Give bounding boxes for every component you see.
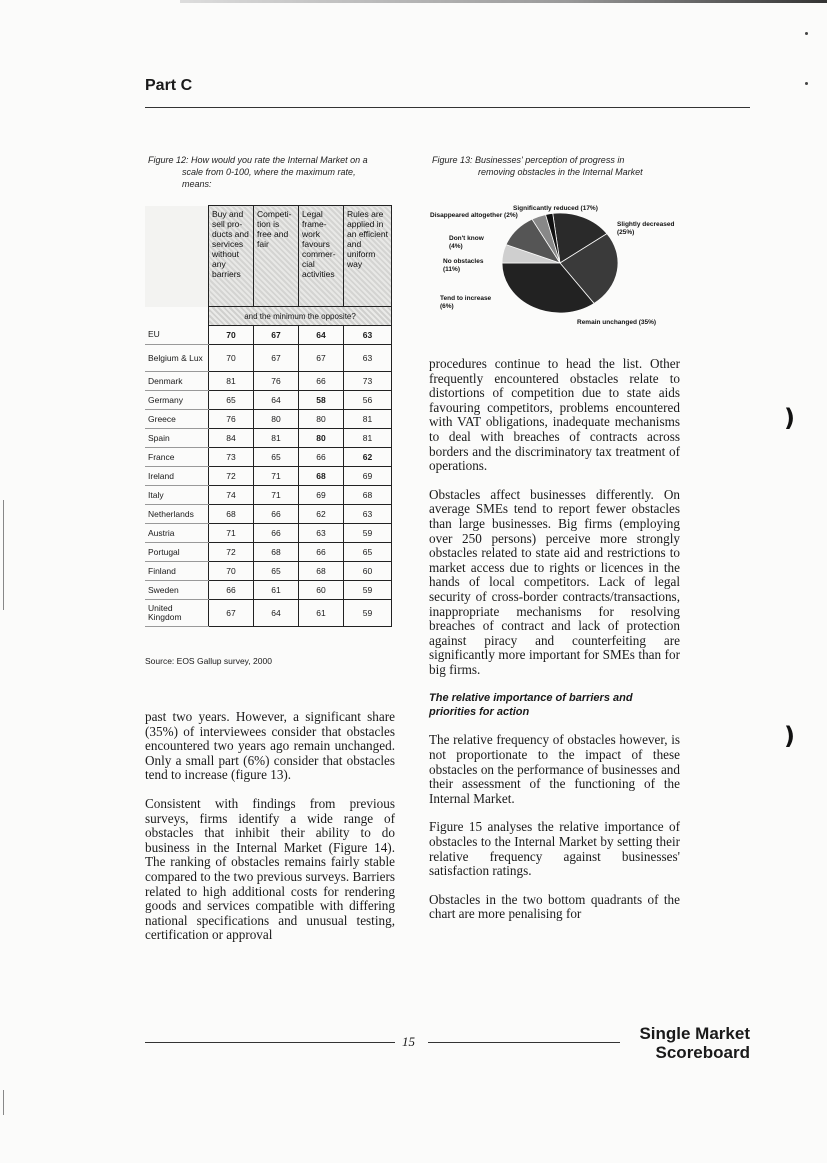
value-cell: 62 — [344, 448, 392, 467]
paragraph: procedures continue to head the list. Other frequently encountered obstacles relate to distortions of competition due to state aids favouring competitors, problems encountered with VAT obligations, inadequate mechanisms to deal with breaches of contracts across borders and the discriminatory tax treatment of operations. — [429, 356, 680, 474]
value-cell: 67 — [299, 345, 344, 372]
paragraph: Figure 15 analyses the relative importance of obstacles to the Internal Market by setting their relative frequency against businesses' satisfaction ratings. — [429, 819, 680, 879]
country-cell: Ireland — [145, 467, 209, 486]
country-cell: Italy — [145, 486, 209, 505]
col-header: Competi-tion is free and fair — [254, 206, 299, 307]
scan-left-edge — [3, 1090, 4, 1115]
value-cell: 84 — [209, 429, 254, 448]
binder-mark-icon: ) — [784, 404, 795, 432]
footer-rule-left — [145, 1042, 395, 1043]
figure13-caption: Figure 13: Businesses' perception of progress in removing obstacles in the Internal Market — [432, 155, 643, 177]
header-rule — [145, 107, 750, 108]
value-cell: 68 — [299, 467, 344, 486]
table-row — [145, 345, 392, 372]
table-header-row — [145, 206, 392, 307]
value-cell: 70 — [209, 326, 254, 345]
value-cell: 70 — [209, 345, 254, 372]
table-row — [145, 448, 392, 467]
table-row — [145, 429, 392, 448]
table-row — [145, 543, 392, 562]
value-cell: 66 — [299, 372, 344, 391]
country-cell: Sweden — [145, 581, 209, 600]
value-cell: 65 — [209, 391, 254, 410]
paragraph: Obstacles in the two bottom quadrants of the chart are more penalising for — [429, 891, 680, 922]
country-cell: EU — [145, 326, 209, 345]
table-row — [145, 562, 392, 581]
value-cell: 72 — [209, 543, 254, 562]
value-cell: 67 — [209, 600, 254, 627]
value-cell: 65 — [254, 448, 299, 467]
value-cell: 74 — [209, 486, 254, 505]
country-cell: Portugal — [145, 543, 209, 562]
col-header: Rules are applied in an efficient and uniform way — [344, 206, 392, 307]
footer-rule-right — [428, 1042, 620, 1043]
page-number: 15 — [402, 1034, 415, 1049]
value-cell: 68 — [299, 562, 344, 581]
pie-label-remain-unchanged: Remain unchanged (35%) — [577, 319, 657, 326]
value-cell: 60 — [299, 581, 344, 600]
table-row — [145, 581, 392, 600]
country-cell: Netherlands — [145, 505, 209, 524]
value-cell: 66 — [254, 524, 299, 543]
value-cell: 69 — [344, 467, 392, 486]
table-row — [145, 600, 392, 627]
value-cell: 61 — [254, 581, 299, 600]
figure13-pie-chart — [425, 195, 685, 335]
binder-mark-icon: ) — [784, 722, 795, 750]
value-cell: 73 — [209, 448, 254, 467]
value-cell: 68 — [344, 486, 392, 505]
table-note: and the minimum the opposite? — [209, 307, 392, 326]
value-cell: 64 — [254, 600, 299, 627]
scan-left-edge — [3, 500, 4, 610]
scan-top-edge — [180, 0, 827, 3]
value-cell: 61 — [299, 600, 344, 627]
value-cell: 68 — [254, 543, 299, 562]
country-cell: United Kingdom — [145, 600, 209, 627]
value-cell: 76 — [254, 372, 299, 391]
table-row — [145, 326, 392, 345]
col-header: Legal frame-work favours commer-cial activities — [299, 206, 344, 307]
value-cell: 56 — [344, 391, 392, 410]
value-cell: 73 — [344, 372, 392, 391]
paragraph: The relative frequency of obstacles however, is not proportionate to the impact of these obstacles on the performance of businesses and their assessment of the functioning of the Internal Market. — [429, 732, 680, 806]
country-cell: Greece — [145, 410, 209, 429]
figure12-source: Source: EOS Gallup survey, 2000 — [145, 656, 272, 666]
table-row — [145, 505, 392, 524]
value-cell: 80 — [254, 410, 299, 429]
value-cell: 71 — [209, 524, 254, 543]
paragraph: past two years. However, a significant share (35%) of interviewees consider that obstacles encountered two years ago remain unchanged. Only a small part (6%) consider that obstacles tend to increase (figure 13). — [145, 709, 395, 783]
value-cell: 64 — [254, 391, 299, 410]
figure12-table — [145, 205, 392, 627]
value-cell: 60 — [344, 562, 392, 581]
country-cell: Germany — [145, 391, 209, 410]
value-cell: 64 — [299, 326, 344, 345]
pie-label-disappeared: Disappeared altogether (2%) — [430, 212, 518, 219]
value-cell: 81 — [344, 410, 392, 429]
country-cell: Denmark — [145, 372, 209, 391]
value-cell: 65 — [254, 562, 299, 581]
value-cell: 80 — [299, 429, 344, 448]
section-heading: The relative importance of barriers and priorities for action — [429, 692, 633, 719]
value-cell: 66 — [254, 505, 299, 524]
value-cell: 81 — [254, 429, 299, 448]
value-cell: 58 — [299, 391, 344, 410]
table-row — [145, 467, 392, 486]
value-cell: 66 — [299, 543, 344, 562]
value-cell: 76 — [209, 410, 254, 429]
country-cell: Austria — [145, 524, 209, 543]
pie-label-tend-to-increase: Tend to increase (6%) — [440, 295, 492, 310]
value-cell: 71 — [254, 467, 299, 486]
value-cell: 68 — [209, 505, 254, 524]
pie-label-slightly-decreased: Slightly decreased (25%) — [617, 221, 675, 236]
pie-label-significantly-reduced: Significantly reduced (17%) — [513, 205, 598, 212]
value-cell: 71 — [254, 486, 299, 505]
country-cell: Finland — [145, 562, 209, 581]
value-cell: 67 — [254, 345, 299, 372]
right-column — [429, 357, 680, 936]
paragraph: Obstacles affect businesses differently. On average SMEs tend to report fewer obstacles than large businesses. Big firms (employing over 250 persons) perceive more strongly obstacles related to state aid and restrictions to market access due to rights or licences in the hands of local competitors. Lack of legal security of cross-border contracts/transactions, inappropriate mechanisms for resolving breaches of contract and lack of protection against piracy and counterfeiting are significantly more important for SMEs than for big firms. — [429, 486, 680, 677]
paragraph: Consistent with findings from previous surveys, firms identify a wide range of obstacles that inhibit their ability to do business in the Internal Market (Figure 14). The ranking of obstacles remains fairly stable compared to the two previous surveys. Barriers related to high additional costs for rendering goods and services compatible with differing national specifications and unusual testing, certification or approval — [145, 795, 395, 943]
value-cell: 59 — [344, 600, 392, 627]
value-cell: 81 — [344, 429, 392, 448]
part-title: Part C — [145, 77, 193, 94]
table-row — [145, 372, 392, 391]
value-cell: 63 — [344, 505, 392, 524]
pie-label-no-obstacles: No obstacles (11%) — [443, 258, 484, 273]
value-cell: 69 — [299, 486, 344, 505]
scan-speck — [805, 82, 808, 85]
value-cell: 80 — [299, 410, 344, 429]
value-cell: 59 — [344, 581, 392, 600]
value-cell: 81 — [209, 372, 254, 391]
table-row — [145, 391, 392, 410]
country-cell: France — [145, 448, 209, 467]
scoreboard-brand: Single Market Scoreboard — [639, 1024, 750, 1062]
col-header: Buy and sell pro-ducts and services without any barriers — [209, 206, 254, 307]
value-cell: 66 — [299, 448, 344, 467]
country-cell: Belgium & Lux — [145, 345, 209, 372]
table-row — [145, 410, 392, 429]
value-cell: 66 — [209, 581, 254, 600]
left-column — [145, 710, 395, 957]
value-cell: 62 — [299, 505, 344, 524]
table-note-row — [145, 307, 392, 326]
value-cell: 67 — [254, 326, 299, 345]
value-cell: 63 — [299, 524, 344, 543]
value-cell: 63 — [344, 326, 392, 345]
value-cell: 65 — [344, 543, 392, 562]
table-row — [145, 524, 392, 543]
value-cell: 70 — [209, 562, 254, 581]
pie-label-dont-know: Don't know (4%) — [449, 235, 484, 250]
value-cell: 59 — [344, 524, 392, 543]
value-cell: 63 — [344, 345, 392, 372]
figure12-caption: Figure 12: How would you rate the Internal Market on a scale from 0-100, where the maximum rate, means: — [148, 155, 368, 189]
value-cell: 72 — [209, 467, 254, 486]
scan-speck — [805, 32, 808, 35]
table-row — [145, 486, 392, 505]
country-cell: Spain — [145, 429, 209, 448]
